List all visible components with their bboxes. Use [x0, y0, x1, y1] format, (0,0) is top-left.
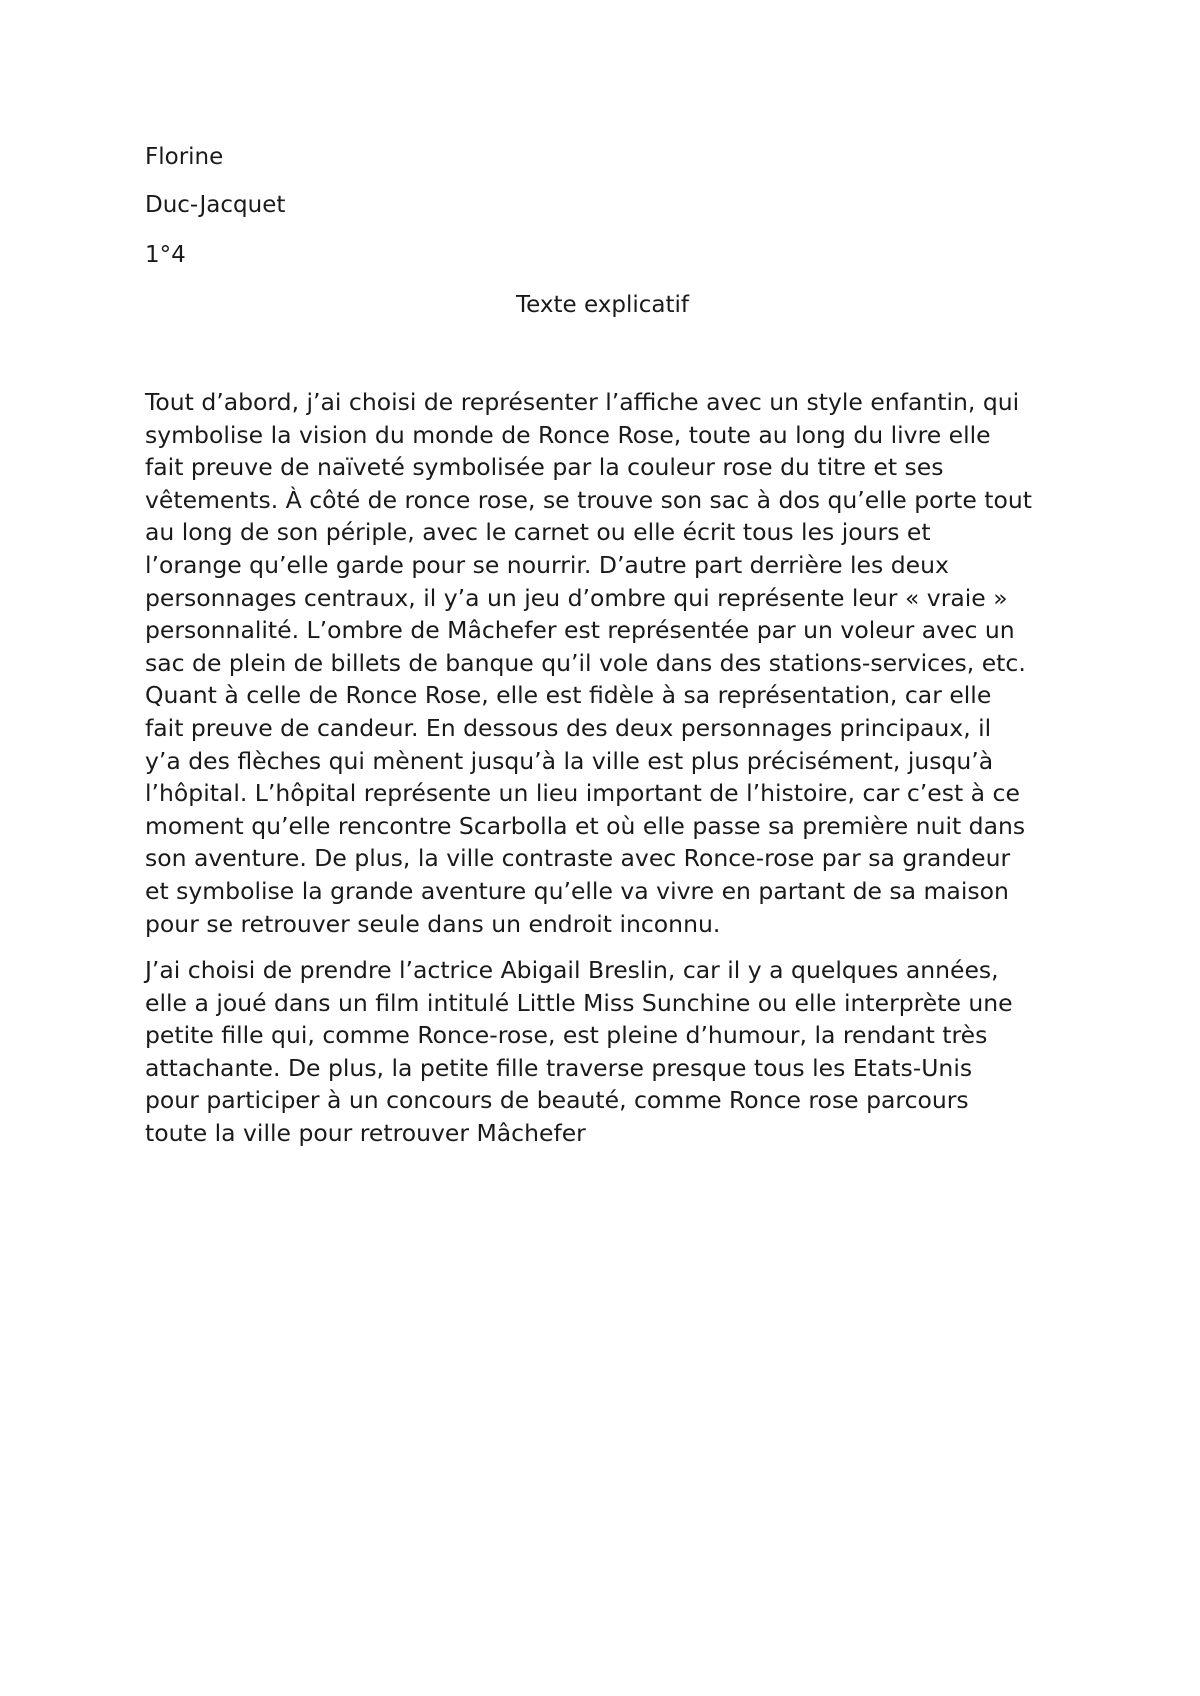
paragraph-line: l’hôpital. L’hôpital représente un lieu important de l’histoire, car c’est à ce [145, 779, 1020, 808]
paragraph-line: y’a des flèches qui mènent jusqu’à la ville est plus précisément, jusqu’à [145, 746, 994, 775]
paragraph [145, 954, 1070, 1150]
paragraph-line: petite fille qui, comme Ronce-rose, est pleine d’humour, la rendant très [145, 1021, 988, 1050]
paragraph-line: attachante. De plus, la petite fille traverse presque tous les Etats-Unis [145, 1053, 973, 1082]
student-last-name: Duc-Jacquet [145, 192, 286, 218]
paragraph-line: pour participer à un concours de beauté, comme Ronce rose parcours [145, 1086, 969, 1115]
paragraph-line: symbolise la vision du monde de Ronce Rose, toute au long du livre elle [145, 420, 991, 449]
student-first-name: Florine [145, 144, 224, 170]
paragraph-line: elle a joué dans un film intitulé Little Miss Sunchine ou elle interprète une [145, 988, 1013, 1017]
paragraph-line: Quant à celle de Ronce Rose, elle est fidèle à sa représentation, car elle [145, 681, 992, 710]
paragraph-line: au long de son périple, avec le carnet ou elle écrit tous les jours et [145, 518, 931, 547]
student-class: 1°4 [145, 242, 186, 268]
document-body [145, 386, 1070, 1150]
paragraph-line: fait preuve de naïveté symbolisée par la couleur rose du titre et ses [145, 453, 944, 482]
paragraph-line: pour se retrouver seule dans un endroit inconnu. [145, 909, 721, 938]
paragraph-line: fait preuve de candeur. En dessous des deux personnages principaux, il [145, 713, 992, 742]
paragraph-line: personnages centraux, il y’a un jeu d’ombre qui représente leur « vraie » [145, 583, 1008, 612]
paragraph-line: sac de plein de billets de banque qu’il vole dans des stations-services, etc. [145, 648, 1026, 677]
document-title: Texte explicatif [516, 292, 689, 318]
paragraph-line: l’orange qu’elle garde pour se nourrir. D’autre part derrière les deux [145, 550, 949, 579]
paragraph-line: son aventure. De plus, la ville contraste avec Ronce-rose par sa grandeur [145, 844, 1011, 873]
paragraph-line: moment qu’elle rencontre Scarbolla et où elle passe sa première nuit dans [145, 811, 1026, 840]
paragraph-line: J’ai choisi de prendre l’actrice Abigail Breslin, car il y a quelques années, [145, 956, 999, 985]
paragraph-line: personnalité. L’ombre de Mâchefer est représentée par un voleur avec un [145, 616, 1015, 645]
paragraph [145, 386, 1070, 940]
paragraph-line: et symbolise la grande aventure qu’elle va vivre en partant de sa maison [145, 876, 1009, 905]
paragraph-line: Tout d’abord, j’ai choisi de représenter l’affiche avec un style enfantin, qui [145, 388, 1020, 416]
paragraph-line: vêtements. À côté de ronce rose, se trouve son sac à dos qu’elle porte tout [145, 485, 1032, 514]
paragraph-line: toute la ville pour retrouver Mâchefer [145, 1119, 586, 1148]
